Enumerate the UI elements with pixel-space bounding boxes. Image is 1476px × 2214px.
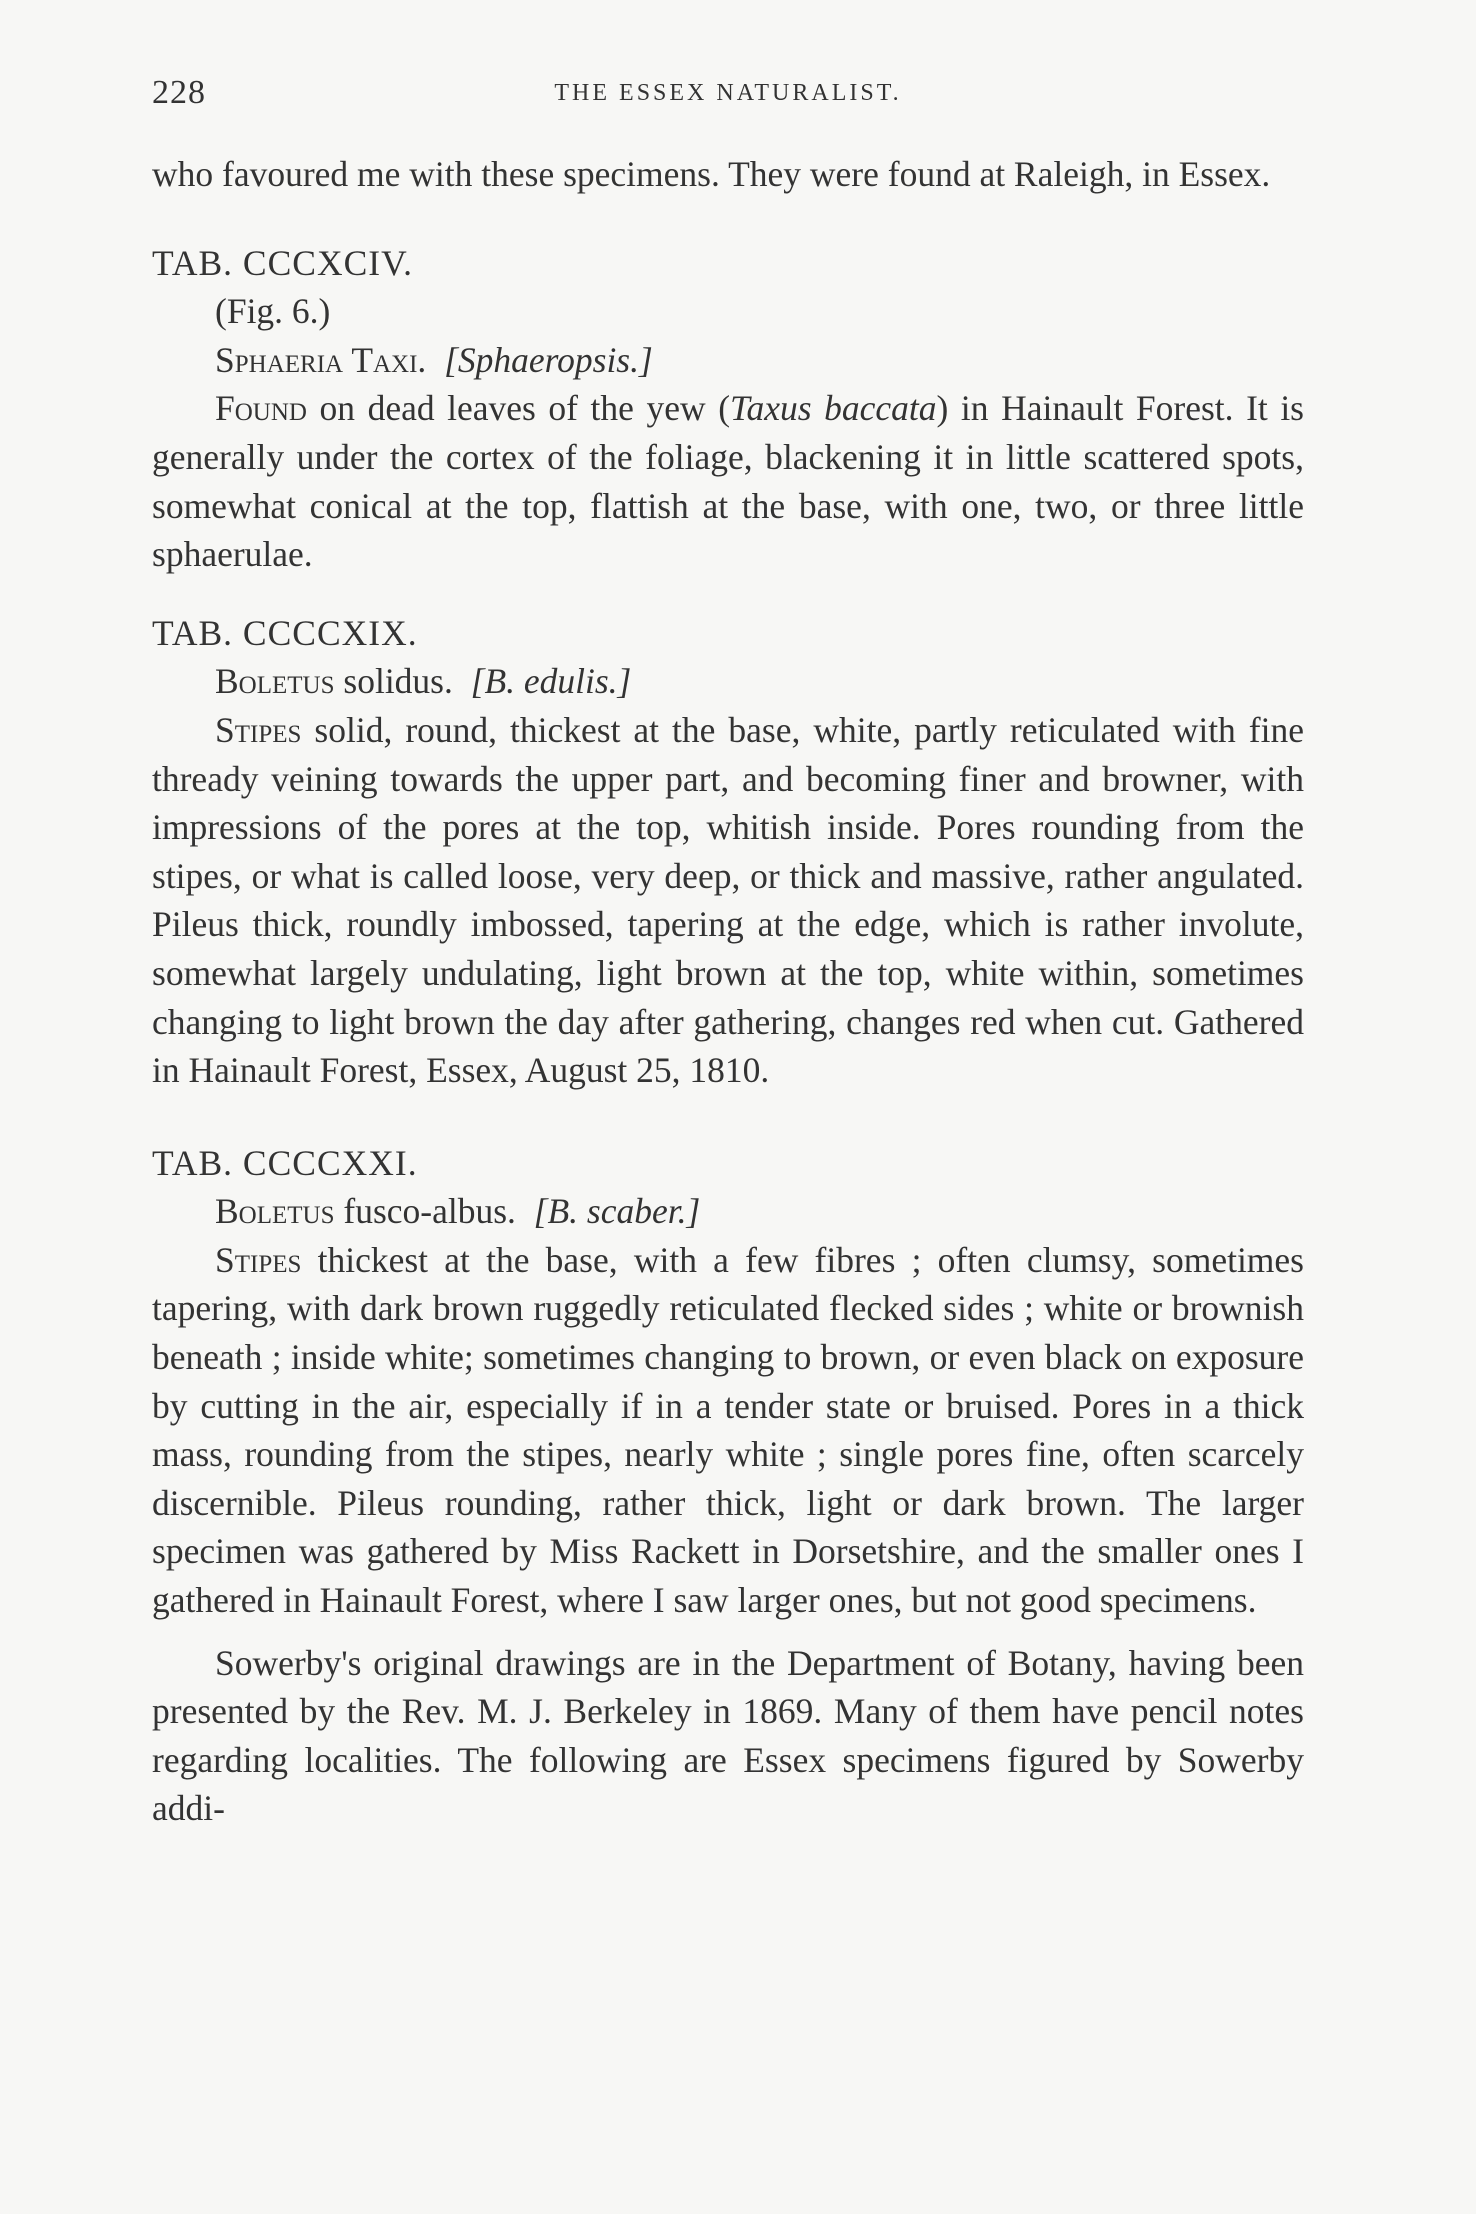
page-number: 228 [152, 74, 206, 111]
tab-394-text-2: ) in Hainault Forest. It is generally under the cortex of the foliage, blackening it in little scattered spots, somewhat conical at the top, flattish at the base, with one, two, or three little sphaerulae. [152, 388, 1304, 575]
tab-421-species: fusco-albus. [334, 1191, 516, 1232]
tab-421-species-line [152, 1187, 1304, 1236]
tab-394-species-line [152, 336, 1304, 385]
tab-419-species: solidus. [334, 661, 453, 702]
tab-421-text: thickest at the base, with a few fibres ; often clumsy, sometimes tapering, with dark brown ruggedly reticulated flecked sides ; white or brownish beneath ; inside white; sometimes changing to brown, or even black on exposure by cutting in the air, especially if in a tender state or bruised. Pores in a thick mass, rounding from the stipes, nearly white ; single pores fine, often scarcely discernible. Pileus rounding, rather thick, light or dark brown. The larger specimen was gathered by Miss Rackett in Dorsetshire, and the smaller ones I gathered in Hainault Forest, where I saw larger ones, but not good specimens. [152, 1239, 1304, 1621]
tab-394-synonym: [Sphaeropsis.] [444, 339, 653, 380]
tab-394-lead: Found [215, 388, 307, 429]
tab-419-text: solid, round, thickest at the base, white, partly reticulated with fine thready veining towards the upper part, and becoming finer and browner, with impressions of the pores at the top, whitish inside. Pores rounding from the stipes, or what is called loose, very deep, or thick and massive, rather angulated. Pileus thick, roundly imbossed, tapering at the edge, which is rather involute, somewhat largely undulating, light brown at the top, white within, sometimes changing to light brown the day after gathering, changes red when cut. Gathered in Hainault Forest, Essex, August 25, 1810. [152, 709, 1304, 1091]
tab-394-taxus: Taxus baccata [730, 388, 937, 429]
tab-419-description [152, 706, 1304, 1095]
page-header [152, 74, 1304, 118]
tab-421-description [152, 1236, 1304, 1625]
tab-421-heading: TAB. CCCCXXI. [152, 1142, 418, 1183]
tab-421-genus: Boletus [215, 1191, 335, 1232]
tab-394-text-1: on dead leaves of the yew ( [306, 388, 731, 429]
tab-421-lead: Stipes [215, 1239, 302, 1280]
tab-419-synonym: [B. edulis.] [470, 661, 632, 702]
tab-394-species-name: Sphaeria Taxi. [215, 339, 427, 380]
tab-419-species-line [152, 657, 1304, 706]
page-body [152, 150, 1304, 1833]
tab-394-description [152, 384, 1304, 578]
closing-paragraph: Sowerby's original drawings are in the Department of Botany, having been presented by the Rev. M. J. Berkeley in 1869. Many of them have pencil notes regarding localities. The following are Essex specimens figured by Sowerby addi- [152, 1642, 1304, 1829]
tab-421-synonym: [B. scaber.] [533, 1191, 701, 1232]
tab-394-figure: (Fig. 6.) [215, 291, 331, 332]
tab-419-genus: Boletus [215, 661, 335, 702]
running-title: THE ESSEX NATURALIST. [554, 80, 902, 106]
tab-419-heading: TAB. CCCCXIX. [152, 612, 418, 653]
tab-394-heading: TAB. CCCXCIV. [152, 242, 414, 283]
intro-paragraph: who favoured me with these specimens. They were found at Raleigh, in Essex. [152, 154, 1271, 194]
tab-419-lead: Stipes [215, 709, 302, 750]
